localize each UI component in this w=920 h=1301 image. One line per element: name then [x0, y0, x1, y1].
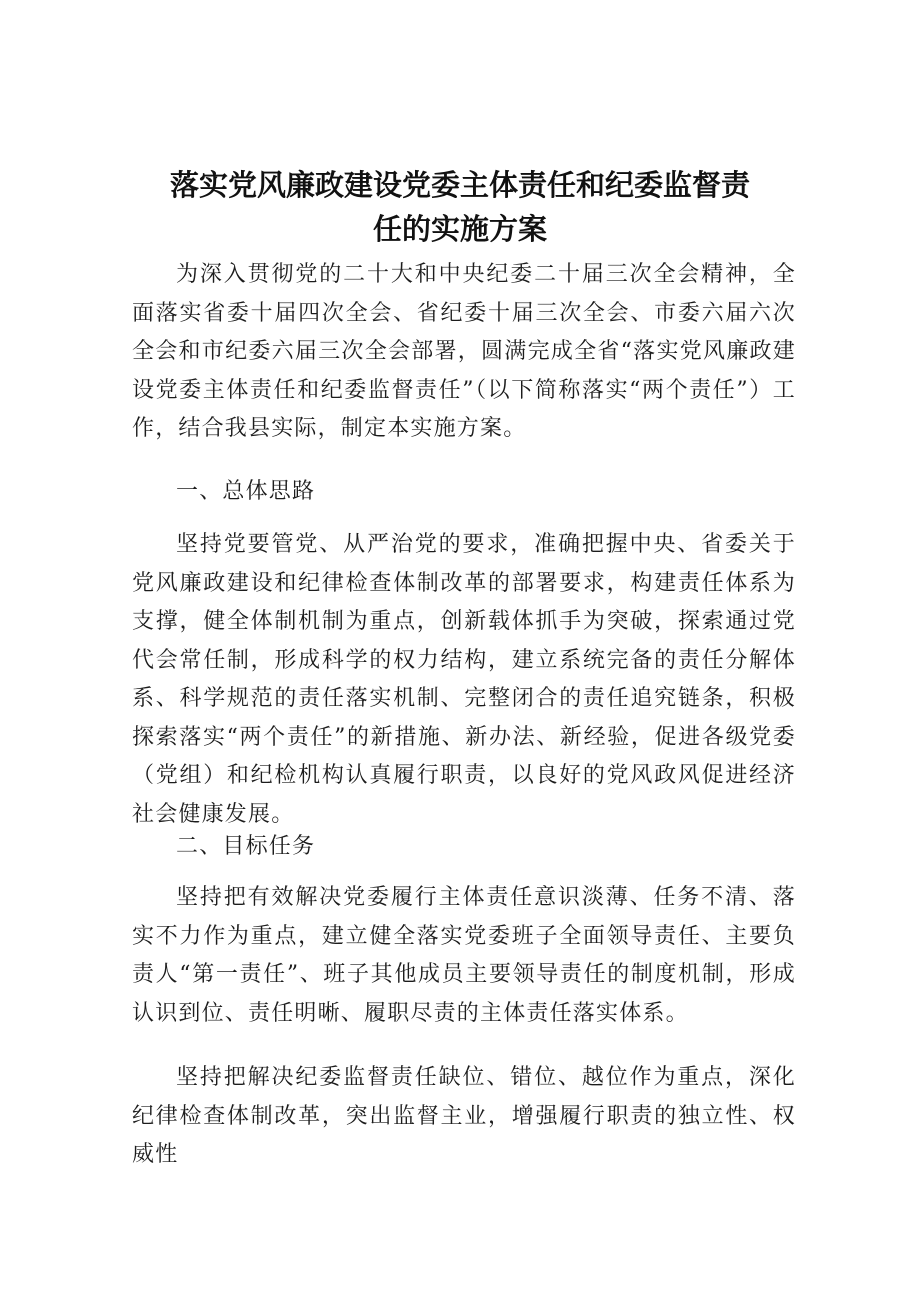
section-heading-goals-tasks: 二、目标任务 — [176, 834, 316, 859]
intro-paragraph: 为深入贯彻党的二十大和中央纪委二十届三次全会精神，全面落实省委十届四次全会、省纪委十届三次全会、市委六届六次全会和市纪委六届三次全会部署，圆满完成全省“落实党风廉政建设党委主体责任和纪委监督责任”（以下简称落实“两个责任”）工作，结合我县实际，制定本实施方案。 — [132, 262, 796, 441]
section-1-paragraph: 坚持党要管党、从严治党的要求，准确把握中央、省委关于党风廉政建设和纪律检查体制改革的部署要求，构建责任体系为支撑，健全体制机制为重点，创新载体抓手为突破，探索通过党代会常任制，形成科学的权力结构，建立系统完备的责任分解体系、科学规范的责任落实机制、完整闭合的责任追究链条，积极探索落实“两个责任”的新措施、新办法、新经验，促进各级党委（党组）和纪检机构认真履行职责，以良好的党风政风促进经济社会健康发展。 — [132, 532, 796, 827]
document-title — [130, 163, 790, 251]
section-heading-overall-approach: 一、总体思路 — [176, 479, 316, 504]
title-line-1: 落实党风廉政建设党委主体责任和纪委监督责 — [169, 168, 750, 202]
section-2-paragraph-2: 坚持把解决纪委监督责任缺位、错位、越位作为重点，深化纪律检查体制改革，突出监督主业，增强履行职责的独立性、权威性 — [132, 1065, 796, 1167]
title-line-2: 任的实施方案 — [372, 212, 547, 246]
section-2-paragraph-1: 坚持把有效解决党委履行主体责任意识淡薄、任务不清、落实不力作为重点，建立健全落实党委班子全面领导责任、主要负责人“第一责任”、班子其他成员主要领导责任的制度机制，形成认识到位、责任明晰、履职尽责的主体责任落实体系。 — [132, 885, 796, 1026]
